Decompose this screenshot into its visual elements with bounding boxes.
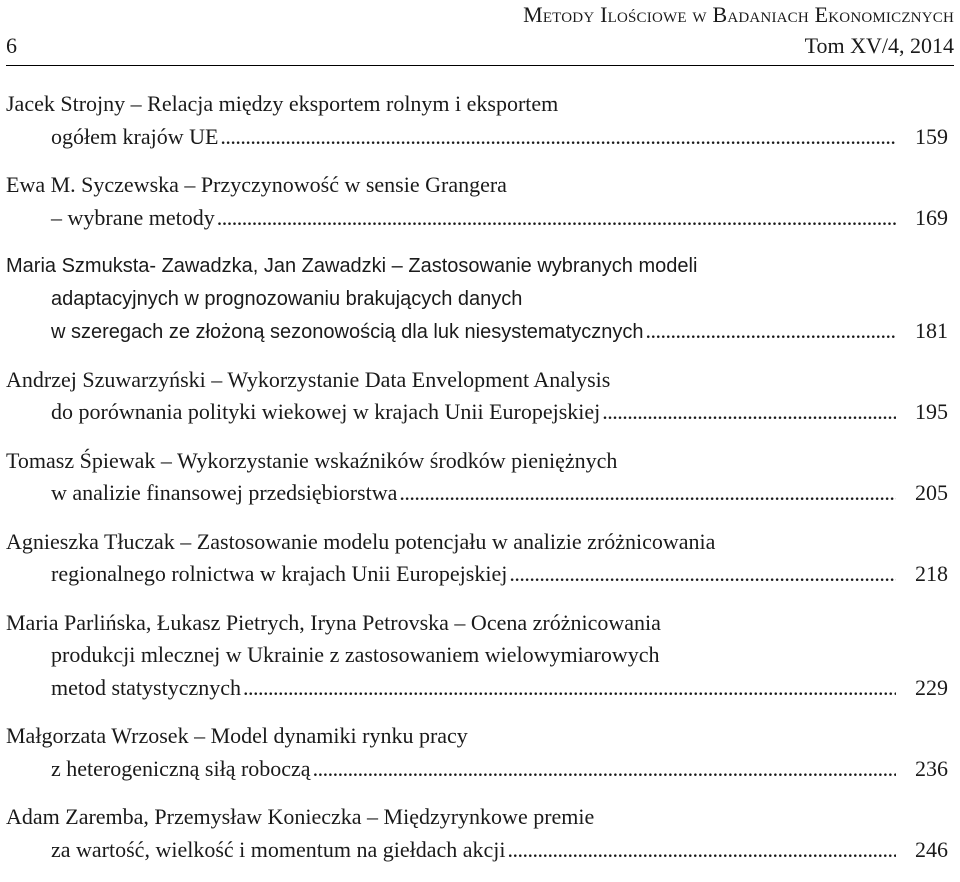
toc-entry-line: [6, 364, 954, 397]
toc-entry-text: metod statystycznych: [51, 674, 242, 700]
toc-entry-line: [6, 607, 954, 640]
toc-page-number: 195: [915, 399, 948, 424]
toc-entry-text: ogółem krajów UE: [51, 123, 219, 149]
toc-page-number: 205: [915, 480, 948, 505]
toc-entry-text: w analizie finansowej przedsiębiorstwa: [51, 480, 398, 505]
toc-entry: [6, 801, 954, 866]
page-header: [0, 0, 960, 60]
toc-entry-line: [6, 801, 954, 834]
table-of-contents: [6, 88, 954, 882]
toc-page-number: 236: [915, 755, 948, 781]
toc-entry-text: Agnieszka Tłuczak – Zastosowanie modelu potencjału w analizie zróżnicowania: [6, 528, 716, 554]
toc-entry-line: [6, 558, 954, 591]
toc-entry-text: z heterogeniczną siłą roboczą: [51, 755, 311, 781]
toc-entry-line: [6, 639, 954, 672]
dot-leader: [508, 834, 896, 867]
toc-entry-line: [6, 202, 954, 235]
toc-entry-text: Maria Szmuksta- Zawadzka, Jan Zawadzki – Zastosowanie wybranych modeli: [6, 255, 698, 277]
toc-entry-text: Jacek Strojny – Relacja między eksportem rolnym i eksportem: [6, 91, 559, 116]
toc-entry-line: [6, 445, 954, 478]
toc-entry: [6, 364, 954, 429]
toc-entry-line: [6, 169, 954, 202]
toc-entry-text: Maria Parlińska, Łukasz Pietrych, Iryna Petrovska – Ocena zróżnicowania: [6, 609, 661, 635]
toc-entry: [6, 720, 954, 785]
toc-entry-line: [6, 720, 954, 753]
toc-page-number: 181: [915, 318, 948, 343]
toc-entry-line: [6, 121, 954, 154]
toc-entry-text: produkcji mlecznej w Ukrainie z zastosowaniem wielowymiarowych: [51, 642, 660, 667]
toc-entry-line: [6, 753, 954, 786]
toc-entry-text: – wybrane metody: [51, 204, 215, 230]
toc-entry: [6, 88, 954, 153]
toc-entry-line: [6, 315, 954, 348]
toc-page-number: 159: [915, 123, 948, 149]
toc-page-number: 246: [915, 836, 948, 862]
toc-entry-line: [6, 283, 954, 316]
toc-entry-text: Andrzej Szuwarzyński – Wykorzystanie Data Envelopment Analysis: [6, 366, 611, 392]
toc-entry-text: w szeregach ze złożoną sezonowością dla luk niesystematycznych: [51, 321, 644, 343]
toc-page-number: 169: [915, 204, 948, 230]
toc-entry-line: [6, 834, 954, 867]
volume-label: Tom XV/4, 2014: [804, 33, 954, 58]
journal-title: Metody Ilościowe w Badaniach Ekonomicznych: [523, 2, 954, 27]
dot-leader: [243, 672, 896, 705]
toc-entry-text: adaptacyjnych w prognozowaniu brakujących danych: [51, 287, 523, 310]
toc-entry: [6, 250, 954, 348]
toc-entry-line: [6, 477, 954, 510]
toc-entry: [6, 526, 954, 591]
page-number: 6: [6, 33, 17, 58]
toc-entry-line: [6, 88, 954, 121]
toc-entry-text: za wartość, wielkość i momentum na giełdach akcji: [51, 836, 506, 862]
dot-leader: [646, 315, 896, 348]
dot-leader: [509, 558, 896, 591]
toc-page-number: 218: [915, 561, 948, 586]
toc-entry: [6, 169, 954, 234]
toc-entry-text: Ewa M. Syczewska – Przyczynowość w sensie Grangera: [6, 172, 507, 197]
dot-leader: [313, 753, 896, 786]
toc-entry-text: Małgorzata Wrzosek – Model dynamiki rynku pracy: [6, 723, 468, 748]
toc-page-number: 229: [915, 674, 948, 700]
toc-entry-line: [6, 396, 954, 429]
dot-leader: [399, 477, 896, 510]
header-rule: [6, 65, 954, 66]
toc-entry-text: Tomasz Śpiewak – Wykorzystanie wskaźników środków pieniężnych: [6, 447, 618, 473]
toc-entry-line: [6, 526, 954, 559]
dot-leader: [602, 396, 896, 429]
toc-entry-text: regionalnego rolnictwa w krajach Unii Europejskiej: [51, 561, 508, 586]
dot-leader: [220, 121, 896, 154]
toc-entry-text: Adam Zaremba, Przemysław Konieczka – Międzyrynkowe premie: [6, 804, 595, 829]
toc-entry: [6, 607, 954, 705]
dot-leader: [217, 202, 896, 235]
toc-entry-text: do porównania polityki wiekowej w krajach Unii Europejskiej: [51, 399, 601, 424]
toc-entry-line: [6, 672, 954, 705]
toc-entry-line: [6, 250, 954, 283]
toc-entry: [6, 445, 954, 510]
